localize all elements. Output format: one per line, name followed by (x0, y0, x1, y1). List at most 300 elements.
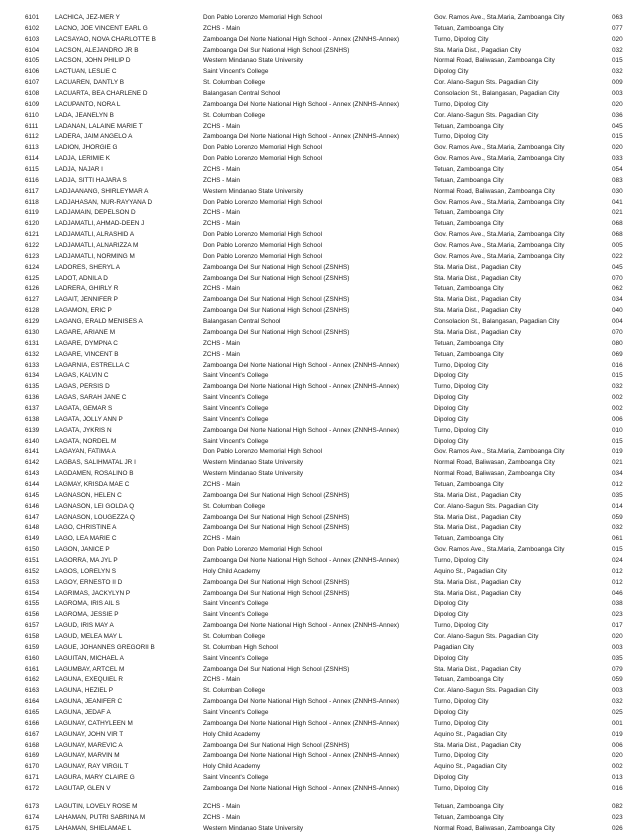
examinee-name: LADJA, SITTI HAJARA S (55, 176, 127, 184)
row-number: 6113 (25, 144, 39, 152)
row-number: 6109 (25, 100, 40, 108)
room-code: 015 (612, 546, 623, 554)
room-code: 001 (612, 719, 623, 727)
school-address: Gov. Ramos Ave., Sta.Maria, Zamboanga City (434, 242, 565, 250)
school-name: Holy Child Academy (203, 730, 261, 738)
room-code: 013 (612, 774, 623, 782)
row-number: 6152 (25, 567, 40, 575)
table-row (0, 610, 638, 621)
room-code: 025 (612, 709, 623, 716)
table-row (0, 198, 638, 209)
school-name: Saint Vincent's College (203, 415, 269, 423)
school-name: Zamboanga Del Sur National High School (ZSNHS) (203, 491, 350, 499)
table-row (0, 784, 638, 795)
table-row (0, 502, 638, 513)
table-row (0, 306, 638, 317)
room-code: 038 (612, 600, 623, 608)
row-number: 6101 (25, 14, 40, 21)
school-name: Saint Vincent's College (203, 437, 269, 445)
table-row (0, 328, 638, 339)
school-address: Sta. Maria Dist., Pagadian City (434, 263, 522, 271)
school-name: Western Mindanao State University (203, 187, 304, 195)
row-number: 6159 (25, 643, 40, 651)
school-name: St. Columban College (203, 502, 266, 510)
row-number: 6105 (25, 57, 40, 65)
room-code: 059 (612, 676, 623, 684)
school-name: Zamboanga Del Sur National High School (ZSNHS) (203, 274, 350, 282)
row-number: 6170 (25, 763, 40, 771)
table-row (0, 111, 638, 122)
examinee-name: LAGANG, ERALD MENISES A (55, 318, 143, 326)
examinee-name: LAGUTAP, GLEN V (55, 785, 111, 793)
school-name: Zamboanga Del Norte National High School - Annex (ZNNHS-Annex) (203, 35, 400, 43)
school-name: Don Pablo Lorenzo Memorial High School (203, 155, 323, 163)
school-address: Cor. Alano-Sagun Sts. Pagadian City (434, 632, 539, 640)
room-code: 059 (612, 513, 623, 521)
row-number: 6163 (25, 687, 40, 695)
school-address: Sta. Maria Dist., Pagadian City (434, 328, 522, 336)
row-number: 6167 (25, 730, 40, 738)
school-address: Pagadian City (434, 643, 474, 651)
room-code: 020 (612, 144, 623, 152)
examinee-name: LACUAREN, DANTLY B (55, 79, 125, 87)
examinee-name: LAGURA, MARY CLAIRE G (55, 774, 135, 782)
room-code: 006 (612, 741, 623, 749)
table-row (0, 46, 638, 57)
table-row (0, 132, 638, 143)
row-number: 6116 (25, 176, 39, 184)
school-name: Zamboanga Del Sur National High School (ZSNHS) (203, 665, 350, 673)
table-row (0, 274, 638, 285)
school-name: Saint Vincent's College (203, 611, 269, 619)
row-number: 6117 (25, 187, 39, 195)
examinee-name: LAGUD, MELEA MAY L (55, 632, 123, 640)
school-name: Zamboanga Del Norte National High School - Annex (ZNNHS-Annex) (203, 361, 400, 369)
table-row (0, 719, 638, 730)
examinee-name: LAGAS, PERSIS D (55, 383, 110, 391)
school-name: Don Pablo Lorenzo Memorial High School (203, 14, 323, 21)
examinee-name: LACSON, ALEJANDRO JR B (55, 46, 139, 54)
table-row (0, 295, 638, 306)
school-name: Saint Vincent's College (203, 654, 269, 662)
examinee-name: LAGUNA, JEDAF A (55, 709, 111, 716)
school-name: Zamboanga Del Norte National High School - Annex (ZNNHS-Annex) (203, 622, 400, 630)
table-row (0, 339, 638, 350)
school-address: Sta. Maria Dist., Pagadian City (434, 296, 522, 304)
examinee-name: LAGNASON, LEI GOLDA Q (55, 502, 135, 510)
table-row (0, 187, 638, 198)
school-name: Saint Vincent's College (203, 68, 269, 76)
table-row (0, 230, 638, 241)
row-number: 6162 (25, 676, 40, 684)
school-address: Tetuan, Zamboanga City (434, 802, 504, 810)
row-number: 6144 (25, 480, 40, 488)
table-row (0, 589, 638, 600)
school-address: Sta. Maria Dist., Pagadian City (434, 513, 522, 521)
school-address: Tetuan, Zamboanga City (434, 24, 504, 32)
table-row (0, 513, 638, 524)
examinee-name: LAGARNIA, ESTRELLA C (55, 361, 130, 369)
school-address: Aquino St., Pagadian City (434, 730, 507, 738)
table-row (0, 122, 638, 133)
school-name: ZCHS - Main (203, 166, 240, 174)
room-code: 026 (612, 824, 623, 832)
room-code: 032 (612, 68, 623, 76)
room-code: 045 (612, 122, 623, 130)
row-number: 6102 (25, 24, 40, 32)
examinee-name: LACNO, JOE VINCENT EARL G (55, 24, 148, 32)
room-code: 004 (612, 318, 623, 326)
row-number: 6160 (25, 654, 40, 662)
school-name: Saint Vincent's College (203, 709, 269, 716)
room-code: 014 (612, 502, 623, 510)
examinee-name: LAGUTIN, LOVELY ROSE M (55, 802, 138, 810)
table-row (0, 578, 638, 589)
table-row (0, 686, 638, 697)
school-name: Don Pablo Lorenzo Memorial High School (203, 231, 323, 239)
row-number: 6143 (25, 470, 40, 478)
examinee-name: LAGUNAY, CATHYLEEN M (55, 719, 133, 727)
table-row (0, 89, 638, 100)
room-code: 079 (612, 665, 623, 673)
room-code: 034 (612, 470, 623, 478)
examinee-name: LAGUNAY, MAREVIC A (55, 741, 123, 749)
school-address: Dipolog City (434, 611, 469, 619)
room-code: 061 (612, 535, 623, 543)
row-number: 6137 (25, 404, 40, 412)
examinee-name: LADRERA, GHIRLY R (55, 285, 119, 293)
row-number: 6142 (25, 459, 40, 467)
room-code: 063 (612, 14, 623, 21)
table-row (0, 654, 638, 665)
school-address: Gov. Ramos Ave., Sta.Maria, Zamboanga City (434, 252, 565, 260)
row-number: 6122 (25, 242, 40, 250)
school-name: Western Mindanao State University (203, 459, 304, 467)
school-name: Zamboanga Del Norte National High School - Annex (ZNNHS-Annex) (203, 719, 400, 727)
room-code: 033 (612, 155, 623, 163)
school-name: Saint Vincent's College (203, 774, 269, 782)
school-address: Gov. Ramos Ave., Sta.Maria, Zamboanga City (434, 155, 565, 163)
table-row (0, 252, 638, 263)
room-code: 020 (612, 632, 623, 640)
school-address: Tetuan, Zamboanga City (434, 339, 504, 347)
row-number: 6155 (25, 600, 40, 608)
row-number: 6157 (25, 622, 40, 630)
table-row (0, 317, 638, 328)
row-number: 6145 (25, 491, 40, 499)
examinee-name: LADJAMATLI, ALRASHID A (55, 231, 135, 239)
school-address: Normal Road, Baliwasan, Zamboanga City (434, 824, 555, 832)
row-number: 6129 (25, 318, 40, 326)
table-row (0, 824, 638, 834)
examinee-name: LAGAIT, JENNIFER P (55, 296, 118, 304)
examinee-name: LACTUAN, LESLIE C (55, 68, 117, 76)
school-name: Zamboanga Del Norte National High School - Annex (ZNNHS-Annex) (203, 698, 400, 706)
room-code: 021 (612, 459, 623, 467)
examinee-name: LAGORRA, MA JYL P (55, 556, 118, 564)
school-address: Tetuan, Zamboanga City (434, 220, 504, 228)
room-code: 012 (612, 567, 623, 575)
school-name: Saint Vincent's College (203, 404, 269, 412)
school-name: Zamboanga Del Norte National High School - Annex (ZNNHS-Annex) (203, 752, 400, 760)
school-address: Cor. Alano-Sagun Sts. Pagadian City (434, 79, 539, 87)
table-row (0, 599, 638, 610)
table-row (0, 219, 638, 230)
table-row (0, 176, 638, 187)
row-number: 6111 (25, 122, 39, 130)
school-address: Gov. Ramos Ave., Sta.Maria, Zamboanga City (434, 198, 565, 206)
school-name: St. Columban College (203, 111, 266, 119)
school-name: St. Columban College (203, 687, 266, 695)
room-code: 002 (612, 394, 623, 402)
school-name: Balangasan Central School (203, 90, 281, 98)
table-row (0, 263, 638, 274)
school-address: Turno, Dipolog City (434, 426, 489, 434)
school-address: Turno, Dipolog City (434, 133, 489, 141)
row-number: 6166 (25, 719, 40, 727)
examinee-name: LAGOS, LORELYN S (55, 567, 116, 575)
school-address: Turno, Dipolog City (434, 383, 489, 391)
row-number: 6119 (25, 209, 39, 217)
examinee-name: LADOT, ADNILA D (55, 274, 108, 282)
school-name: St. Columban College (203, 79, 266, 87)
school-address: Consolacion St., Balangasan, Pagadian City (434, 318, 560, 326)
examinee-name: LAGAS, KALVIN C (55, 372, 109, 380)
row-number: 6175 (25, 824, 40, 832)
school-address: Tetuan, Zamboanga City (434, 676, 504, 684)
school-address: Dipolog City (434, 404, 469, 412)
row-number: 6127 (25, 296, 40, 304)
room-code: 032 (612, 524, 623, 532)
school-name: Zamboanga Del Norte National High School - Annex (ZNNHS-Annex) (203, 100, 400, 108)
room-code: 070 (612, 274, 623, 282)
examinee-name: LAGAYAN, FATIMA A (55, 448, 116, 456)
row-number: 6110 (25, 111, 39, 119)
table-row (0, 697, 638, 708)
school-address: Normal Road, Baliwasan, Zamboanga City (434, 470, 555, 478)
examinee-name: LAGUNAY, RAY VIRGIL T (55, 763, 129, 771)
school-name: ZCHS - Main (203, 285, 240, 293)
row-number: 6123 (25, 252, 40, 260)
school-address: Tetuan, Zamboanga City (434, 480, 504, 488)
examinee-name: LADJAMATLI, ALNARIZZA M (55, 242, 139, 250)
row-number: 6173 (25, 802, 40, 810)
examinee-name: LACSAYAO, NOVA CHARLOTTE B (55, 35, 156, 43)
school-address: Turno, Dipolog City (434, 719, 489, 727)
row-number: 6161 (25, 665, 40, 673)
examinee-name: LAGDAMEN, ROSALINO B (55, 470, 134, 478)
table-row (0, 35, 638, 46)
room-code: 036 (612, 111, 623, 119)
table-row (0, 480, 638, 491)
school-address: Tetuan, Zamboanga City (434, 350, 504, 358)
examinee-name: LACUPANTO, NORA L (55, 100, 121, 108)
room-code: 046 (612, 589, 623, 597)
school-address: Sta. Maria Dist., Pagadian City (434, 274, 522, 282)
school-address: Turno, Dipolog City (434, 698, 489, 706)
table-row (0, 741, 638, 752)
row-number: 6172 (25, 785, 40, 793)
school-name: ZCHS - Main (203, 122, 240, 130)
school-address: Turno, Dipolog City (434, 556, 489, 564)
examinee-name: LAHAMAN, SHIELAMAE L (55, 824, 132, 832)
room-code: 017 (612, 622, 623, 630)
table-row (0, 284, 638, 295)
school-name: Zamboanga Del Norte National High School - Annex (ZNNHS-Annex) (203, 426, 400, 434)
school-address: Aquino St., Pagadian City (434, 763, 507, 771)
examinee-name: LADJAMAIN, DEPELSON D (55, 209, 136, 217)
row-number: 6114 (25, 155, 39, 163)
table-row (0, 665, 638, 676)
school-address: Tetuan, Zamboanga City (434, 535, 504, 543)
table-row (0, 621, 638, 632)
examinee-name: LACSON, JOHN PHILIP D (55, 57, 131, 65)
row-number: 6106 (25, 68, 40, 76)
row-number: 6103 (25, 35, 40, 43)
school-address: Normal Road, Baliwasan, Zamboanga City (434, 459, 555, 467)
school-name: Zamboanga Del Sur National High School (ZSNHS) (203, 328, 350, 336)
school-address: Sta. Maria Dist., Pagadian City (434, 524, 522, 532)
row-number: 6135 (25, 383, 40, 391)
school-name: Zamboanga Del Norte National High School - Annex (ZNNHS-Annex) (203, 556, 400, 564)
table-row (0, 382, 638, 393)
school-address: Gov. Ramos Ave., Sta.Maria, Zamboanga City (434, 231, 565, 239)
school-name: Zamboanga Del Sur National High School (ZSNHS) (203, 741, 350, 749)
examinee-name: LADJAHASAN, NUR-RAYYANA D (55, 198, 153, 206)
table-row (0, 404, 638, 415)
room-code: 009 (612, 79, 623, 87)
table-row (0, 361, 638, 372)
row-number: 6153 (25, 578, 40, 586)
row-number: 6146 (25, 502, 40, 510)
school-address: Sta. Maria Dist., Pagadian City (434, 665, 522, 673)
school-name: ZCHS - Main (203, 480, 240, 488)
table-row (0, 491, 638, 502)
examinee-name: LACHICA, JEZ-MER Y (55, 14, 120, 21)
row-number: 6120 (25, 220, 40, 228)
examinee-name: LAGNASON, HELEN C (55, 491, 122, 499)
row-number: 6108 (25, 90, 40, 98)
room-code: 035 (612, 491, 623, 499)
school-name: Don Pablo Lorenzo Memorial High School (203, 252, 323, 260)
room-code: 070 (612, 328, 623, 336)
examinee-name: LAGATA, JYKRIS N (55, 426, 112, 434)
room-code: 010 (612, 426, 623, 434)
school-name: Zamboanga Del Sur National High School (ZSNHS) (203, 578, 350, 586)
school-address: Sta. Maria Dist., Pagadian City (434, 741, 522, 749)
school-address: Cor. Alano-Sagun Sts. Pagadian City (434, 502, 539, 510)
row-number: 6121 (25, 231, 40, 239)
row-number: 6138 (25, 415, 40, 423)
row-number: 6168 (25, 741, 40, 749)
examinee-name: LADJAMATLI, AHMAD-DEEN J (55, 220, 145, 228)
row-number: 6133 (25, 361, 40, 369)
school-name: Don Pablo Lorenzo Memorial High School (203, 242, 323, 250)
examinee-name: LAGUMBAY, ARTCEL M (55, 665, 125, 673)
row-number: 6174 (25, 813, 40, 821)
room-code: 012 (612, 480, 623, 488)
room-code: 021 (612, 209, 623, 217)
examinee-name: LAGATA, NORDEL M (55, 437, 117, 445)
examinee-name: LAGBAS, SALIHMATAL JR I (55, 459, 136, 467)
school-address: Turno, Dipolog City (434, 100, 489, 108)
school-name: Zamboanga Del Sur National High School (ZSNHS) (203, 263, 350, 271)
school-name: Saint Vincent's College (203, 372, 269, 380)
school-name: Don Pablo Lorenzo Memorial High School (203, 448, 323, 456)
examinee-name: LAGAS, SARAH JANE C (55, 394, 127, 402)
table-row (0, 447, 638, 458)
room-code: 019 (612, 448, 623, 456)
room-code: 045 (612, 263, 623, 271)
table-row (0, 730, 638, 741)
table-row (0, 773, 638, 784)
room-code: 003 (612, 90, 623, 98)
examinee-roster (0, 13, 638, 834)
school-name: Zamboanga Del Sur National High School (ZSNHS) (203, 296, 350, 304)
row-number: 6147 (25, 513, 40, 521)
examinee-name: LADJA, LERIMIE K (55, 155, 111, 163)
school-address: Dipolog City (434, 654, 469, 662)
examinee-name: LADANAN, LALAINE MARIE T (55, 122, 143, 130)
examinee-name: LACUARTA, BEA CHARLENE D (55, 90, 148, 98)
room-code: 041 (612, 198, 623, 206)
room-code: 016 (612, 361, 623, 369)
school-name: Saint Vincent's College (203, 394, 269, 402)
table-row (0, 371, 638, 382)
row-number: 6128 (25, 307, 40, 315)
table-row (0, 632, 638, 643)
room-code: 003 (612, 687, 623, 695)
school-address: Dipolog City (434, 774, 469, 782)
room-code: 077 (612, 24, 623, 32)
table-row (0, 241, 638, 252)
school-address: Sta. Maria Dist., Pagadian City (434, 491, 522, 499)
examinee-name: LAGATA, JOLLY ANN P (55, 415, 123, 423)
school-address: Dipolog City (434, 709, 469, 716)
table-row (0, 545, 638, 556)
school-address: Normal Road, Baliwasan, Zamboanga City (434, 57, 555, 65)
school-name: ZCHS - Main (203, 802, 240, 810)
examinee-name: LAGUNA, JEANIFER C (55, 698, 123, 706)
school-name: Don Pablo Lorenzo Memorial High School (203, 546, 323, 554)
row-number: 6107 (25, 79, 40, 87)
row-number: 6156 (25, 611, 40, 619)
room-code: 016 (612, 785, 623, 793)
table-row (0, 393, 638, 404)
room-code: 032 (612, 46, 623, 54)
row-number: 6134 (25, 372, 40, 380)
school-address: Sta. Maria Dist., Pagadian City (434, 46, 522, 54)
room-code: 015 (612, 372, 623, 380)
row-number: 6140 (25, 437, 40, 445)
room-code: 040 (612, 307, 623, 315)
school-name: Zamboanga Del Norte National High School - Annex (ZNNHS-Annex) (203, 133, 400, 141)
examinee-name: LADJAMATLI, NORMING M (55, 252, 135, 260)
school-name: Don Pablo Lorenzo Memorial High School (203, 144, 323, 152)
table-row (0, 802, 638, 813)
table-row (0, 56, 638, 67)
school-address: Turno, Dipolog City (434, 361, 489, 369)
school-name: ZCHS - Main (203, 676, 240, 684)
room-code: 002 (612, 404, 623, 412)
room-code: 054 (612, 166, 623, 174)
row-number: 6139 (25, 426, 40, 434)
table-row (0, 762, 638, 773)
examinee-name: LAGRIMAS, JACKYLYN P (55, 589, 131, 597)
room-code: 020 (612, 752, 623, 760)
room-code: 015 (612, 57, 623, 65)
row-number: 6132 (25, 350, 40, 358)
